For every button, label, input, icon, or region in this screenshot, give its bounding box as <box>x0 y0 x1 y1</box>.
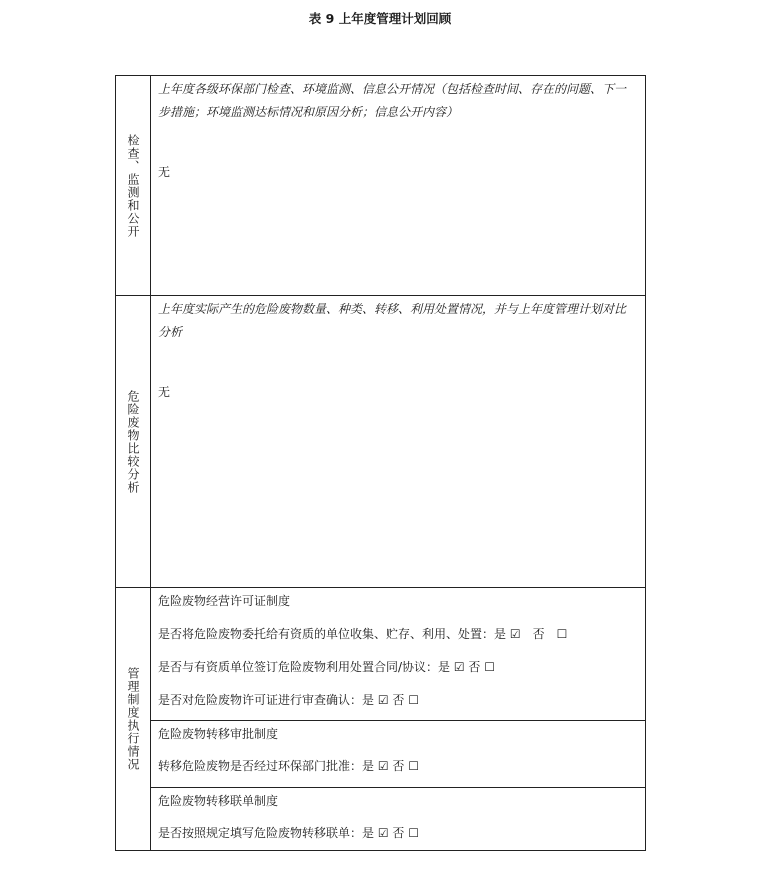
license-contract-question: 是否与有资质单位签订危险废物利用处置合同/协议：是 ☑ 否 ☐ <box>158 660 496 674</box>
license-review-question: 是否对危险废物许可证进行审查确认：是 ☑ 否 ☐ <box>158 693 419 707</box>
waste-comparison-answer: 无 <box>158 385 171 399</box>
management-review-table <box>115 75 646 851</box>
license-system-group <box>151 588 645 720</box>
license-entrust-question: 是否将危险废物委托给有资质的单位收集、贮存、利用、处置：是 ☑ 否 ☐ <box>158 627 568 641</box>
transfer-approval-heading: 危险废物转移审批制度 <box>158 727 279 741</box>
inspection-answer: 无 <box>158 165 171 179</box>
management-content-cell <box>151 588 645 850</box>
management-row <box>116 587 645 850</box>
waste-comparison-label-cell <box>116 296 151 587</box>
transfer-manifest-group <box>151 787 645 851</box>
waste-comparison-content-cell <box>151 296 645 587</box>
transfer-approval-question: 转移危险废物是否经过环保部门批准：是 ☑ 否 ☐ <box>158 759 419 773</box>
transfer-manifest-heading: 危险废物转移联单制度 <box>158 794 279 808</box>
waste-comparison-row <box>116 295 645 587</box>
table-title: 表 9 上年度管理计划回顾 <box>308 11 452 26</box>
inspection-label: 检查、监测和公开 <box>126 133 140 238</box>
inspection-label-cell <box>116 76 151 295</box>
transfer-approval-group <box>151 720 645 787</box>
waste-comparison-label: 危险废物比较分析 <box>126 389 140 494</box>
inspection-content-cell <box>151 76 645 295</box>
inspection-row <box>116 76 645 295</box>
inspection-prompt: 上年度各级环保部门检查、环境监测、信息公开情况（包括检查时间、存在的问题、下一步措施；环境监测达标情况和原因分析；信息公开内容） <box>158 82 627 119</box>
waste-comparison-prompt: 上年度实际产生的危险废物数量、种类、转移、利用处置情况，并与上年度管理计划对比分析 <box>158 302 627 339</box>
transfer-manifest-question: 是否按照规定填写危险废物转移联单：是 ☑ 否 ☐ <box>158 826 419 840</box>
management-label-cell <box>116 588 151 850</box>
management-label: 管理制度执行情况 <box>126 667 140 771</box>
license-system-heading: 危险废物经营许可证制度 <box>158 594 291 608</box>
